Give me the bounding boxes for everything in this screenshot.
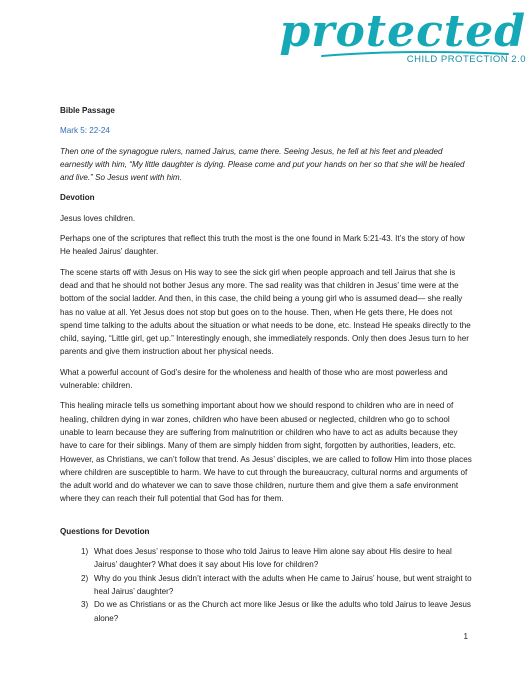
questions-heading: Questions for Devotion	[60, 526, 150, 536]
logo-wordmark: protected	[279, 6, 526, 57]
devotion-heading: Devotion	[60, 193, 95, 203]
question-text: Do we as Christians or as the Church act more like Jesus or like the adults who told Jairus to leave Jesus alone?	[94, 600, 471, 623]
question-text: Why do you think Jesus didn’t interact with the adults when He came to Jairus’ house, but went straight to heal Jairus’ daughter?	[94, 573, 472, 596]
logo-subtitle: CHILD PROTECTION 2.0	[406, 54, 526, 65]
question-item	[60, 598, 474, 625]
scripture-reference: Mark 5: 22-24	[60, 126, 110, 136]
bible-passage-heading: Bible Passage	[60, 106, 115, 115]
questions-list	[60, 545, 474, 625]
question-item	[60, 572, 474, 599]
question-number: 2)	[81, 573, 89, 583]
devotion-paragraph: This healing miracle tells us something important about how we should respond to children who are in need of healing, children dying in war zones, children who have been abused or neglected, children who go to school unable to learn because they are suffering from malnutrition or children who have to act as adults because they have to care for their siblings. Many of them are simply hidden from sight, forgotten by authorities, leaders, etc. However, as Christians, we can’t follow that trend. As Jesus’ disciples, we are called to follow Him into those places where children are susceptible to harm. We have to cut through the bureaucracy, cultural norms and arguments of the adult world and do whatever we can to save those children, nurture them and give them a safe environment where they can reach their full potential that God has for them.	[60, 401, 472, 504]
protected-logo	[279, 6, 526, 68]
question-number: 1)	[81, 547, 89, 557]
devotion-paragraph: Jesus loves children.	[60, 213, 136, 223]
question-number: 3)	[81, 600, 89, 610]
question-text: What does Jesus’ response to those who told Jairus to leave Him alone say about His desire to heal Jairus’ daughter? What does it say about His love for children?	[94, 547, 452, 570]
document-body	[60, 104, 474, 625]
page-number: 1	[463, 632, 468, 641]
devotion-paragraph: The scene starts off with Jesus on His way to see the sick girl when people approach and tell Jairus that she is dead and that he should not bother Jesus any more. The sad reality was that children in Jesus’ time were at the bottom of the social ladder. And then, in this case, the child being a young girl who is assumed dead— she really has no value at all. Yet Jesus does not stop but goes on to the house. Then, when He gets there, He does not spend time talking to the adults about the situation or what needs to be done, etc. Instead He speaks directly to the child, saying, “Little girl, get up.” Interestingly enough, she immediately responds. Only then does Jesus turn to her parents and give them instruction about her physical needs.	[60, 267, 471, 357]
scripture-passage: Then one of the synagogue rulers, named Jairus, came there. Seeing Jesus, he fell at his feet and pleaded earnestly with him, “My little daughter is dying. Please come and put your hands on her so that she will be healed and live.” So Jesus went with him.	[60, 146, 465, 183]
devotion-paragraph: What a powerful account of God’s desire for the wholeness and health of those who are most powerless and vulnerable: children.	[60, 367, 448, 391]
devotion-paragraph: Perhaps one of the scriptures that reflect this truth the most is the one found in Mark 5:21-43. It’s the story of how He healed Jairus’ daughter.	[60, 234, 465, 257]
question-item	[60, 545, 474, 572]
